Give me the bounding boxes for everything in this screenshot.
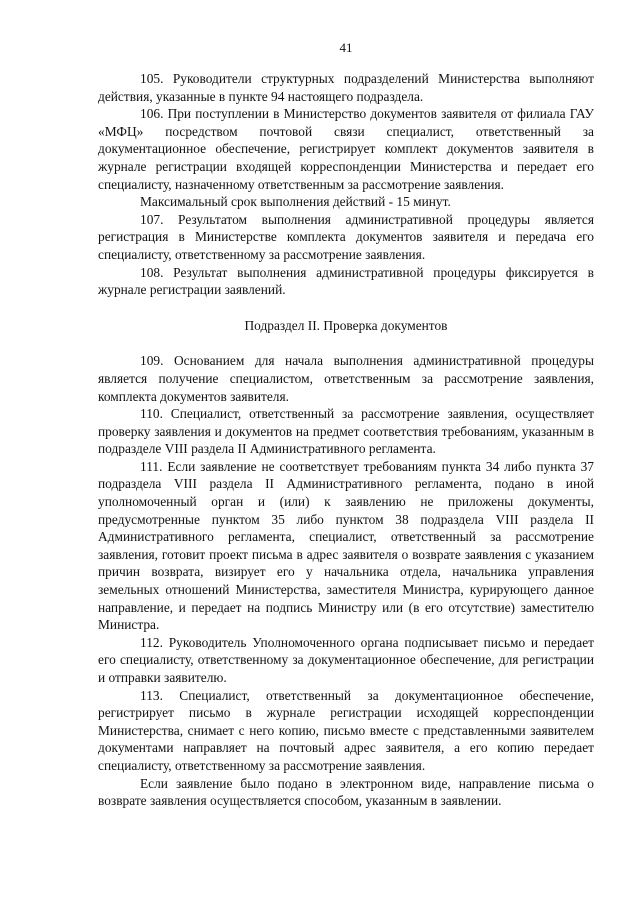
paragraph-electronic-return: Если заявление было подано в электронном виде, направление письма о возврате заявления осуществляется способом, указанным в заявлении. — [98, 775, 594, 809]
paragraph-108: 108. Результат выполнения административной процедуры фиксируется в журнале регистрации заявлений. — [98, 264, 594, 298]
paragraph-110: 110. Специалист, ответственный за рассмотрение заявления, осуществляет проверку заявления и документов на предмет соответствия требованиям, указанным в подразделе VIII раздела II Административного регламента. — [98, 406, 594, 457]
paragraph-105: 105. Руководители структурных подразделений Министерства выполняют действия, указанные в пункте 94 настоящего подраздела. — [98, 71, 594, 104]
paragraph-107: 107. Результатом выполнения административной процедуры является регистрация в Министерстве комплекта документов заявителя и передача его специалисту, ответственному за рассмотрение заявления. — [98, 211, 594, 262]
paragraph-max-time: Максимальный срок выполнения действий - 15 минут. — [140, 194, 451, 210]
section-title: Подраздел II. Проверка документов — [244, 317, 448, 333]
paragraph-106: 106. При поступлении в Министерство документов заявителя от филиала ГАУ «МФЦ» посредством почтовой связи специалист, ответственный за документационное обеспечение, регистрирует комплект документов заявителя в журнале регистрации входящей корреспонденции Министерства и передает его специалисту, назначенному ответственным за рассмотрение заявления. — [98, 106, 594, 192]
paragraph-113: 113. Специалист, ответственный за документационное обеспечение, регистрирует письмо в журнале регистрации исходящей корреспонденции Министерства, снимает с него копию, письмо вместе с представленными заявителем документами направляет на почтовый адрес заявителя, а его копию передает специалисту, ответственному за рассмотрение заявления. — [98, 687, 594, 773]
page-number: 41 — [339, 40, 353, 55]
paragraph-111: 111. Если заявление не соответствует требованиям пункта 34 либо пункта 37 подраздела VIII раздела II Административного регламента, подано в иной уполномоченный орган и (или) к заявлению не приложены документы, предусмотренные пунктом 35 либо пунктом 38 подраздела VIII раздела II Административного регламента, специалист, ответственный за рассмотрение заявления, готовит проект письма в адрес заявителя о возврате заявления с указанием причин возврата, визирует его у начальника отдела, начальника управления земельных отношений Министерства, заместителя Министра, курирующего данное направление, и передает на подпись Министру или (в его отсутствие) заместителю Министра. — [98, 458, 594, 633]
paragraph-109: 109. Основанием для начала выполнения административной процедуры является получение специалистом, ответственным за рассмотрение заявления, комплекта документов заявителя. — [98, 353, 594, 404]
paragraph-112: 112. Руководитель Уполномоченного органа подписывает письмо и передает его специалисту, ответственному за документационное обеспечение, для регистрации и отправки заявителю. — [98, 634, 594, 685]
